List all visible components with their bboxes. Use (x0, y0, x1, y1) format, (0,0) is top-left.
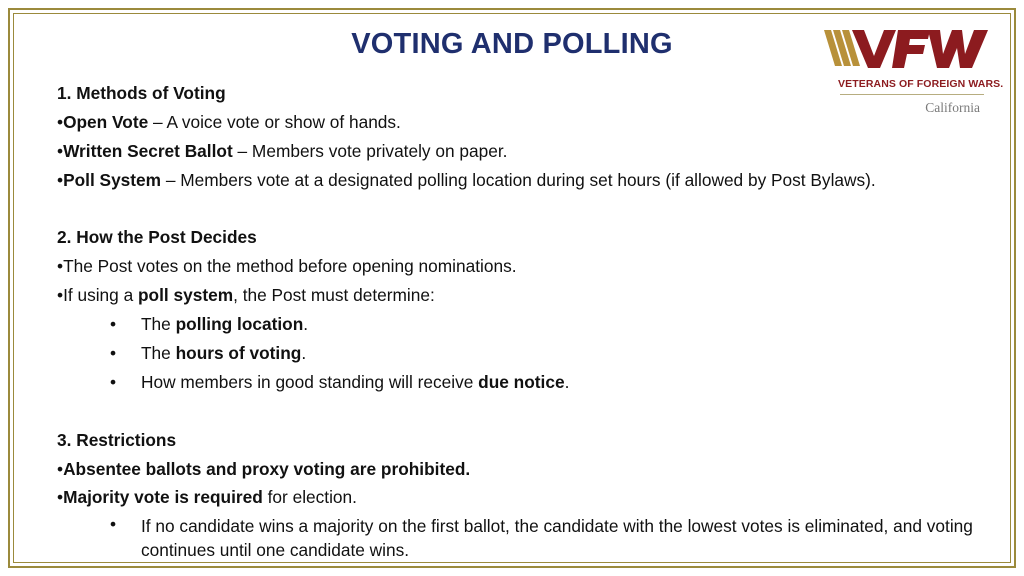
term-absentee-prohibited: Absentee ballots and proxy voting are prohibited. (63, 458, 471, 479)
text-post: . (301, 343, 307, 364)
bullet-majority-required (57, 483, 977, 512)
logo-subtitle: VETERANS OF FOREIGN WARS. (838, 78, 1004, 90)
spacer (57, 397, 977, 426)
logo-state-name: California (925, 100, 980, 115)
vfw-logo-mark (822, 26, 992, 78)
text-method-vote: The Post votes on the method before opening nominations. (63, 256, 517, 277)
term-hours-of-voting: hours of voting (175, 343, 302, 364)
section-heading-decides: 2. How the Post Decides (57, 227, 257, 248)
bullet-dot: • (57, 256, 64, 277)
bullet-dot: • (57, 285, 64, 306)
bullet-dot: • (57, 169, 64, 190)
text-post: , the Post must determine: (233, 285, 435, 306)
text-pre: The (141, 343, 176, 364)
section-heading-restrictions: 3. Restrictions (57, 429, 177, 450)
text-post: . (303, 314, 309, 335)
page-title: VOTING AND POLLING (351, 28, 673, 60)
text-pre: If using a (63, 285, 138, 306)
term-poll-system-inline: poll system (138, 285, 234, 306)
slide-body (57, 79, 977, 562)
term-poll-system: Poll System (63, 169, 162, 190)
bullet-poll-system (57, 166, 977, 195)
term-due-notice: due notice (478, 371, 565, 392)
desc-open-vote: – A voice vote or show of hands. (148, 111, 401, 132)
subbullet-elimination-rule (57, 512, 977, 562)
term-majority-required: Majority vote is required (63, 487, 263, 508)
desc-poll-system: – Members vote at a designated polling location during set hours (if allowed by Post Bylaws). (161, 169, 876, 190)
term-polling-location: polling location (175, 314, 304, 335)
text-elimination-rule: If no candidate wins a majority on the first ballot, the candidate with the lowest votes is eliminated, and voting continues until one candidate wins. (141, 516, 973, 561)
subbullet-hours-of-voting (57, 339, 977, 368)
section-heading-methods: 1. Methods of Voting (57, 83, 226, 103)
bullet-if-poll-system (57, 281, 977, 310)
bullet-dot: • (110, 343, 117, 364)
bullet-open-vote (57, 108, 977, 137)
bullet-written-secret-ballot (57, 137, 977, 166)
bullet-dot: • (110, 514, 117, 535)
bullet-dot: • (110, 371, 117, 392)
term-open-vote: Open Vote (63, 111, 149, 132)
spacer (57, 195, 977, 224)
text-pre: How members in good standing will receive (141, 371, 479, 392)
bullet-method-vote (57, 252, 977, 281)
text-post: . (564, 371, 570, 392)
bullet-dot: • (110, 314, 117, 335)
bullet-dot: • (57, 458, 64, 479)
text-pre: The (141, 314, 176, 335)
bullet-dot: • (57, 487, 64, 508)
bullet-dot: • (57, 111, 64, 132)
bullet-dot: • (57, 140, 64, 161)
term-written-secret-ballot: Written Secret Ballot (63, 140, 233, 161)
subbullet-polling-location (57, 310, 977, 339)
bullet-absentee-prohibited (57, 455, 977, 484)
text-for-election: for election. (262, 487, 357, 508)
subbullet-due-notice (57, 368, 977, 397)
desc-written-secret-ballot: – Members vote privately on paper. (232, 140, 508, 161)
